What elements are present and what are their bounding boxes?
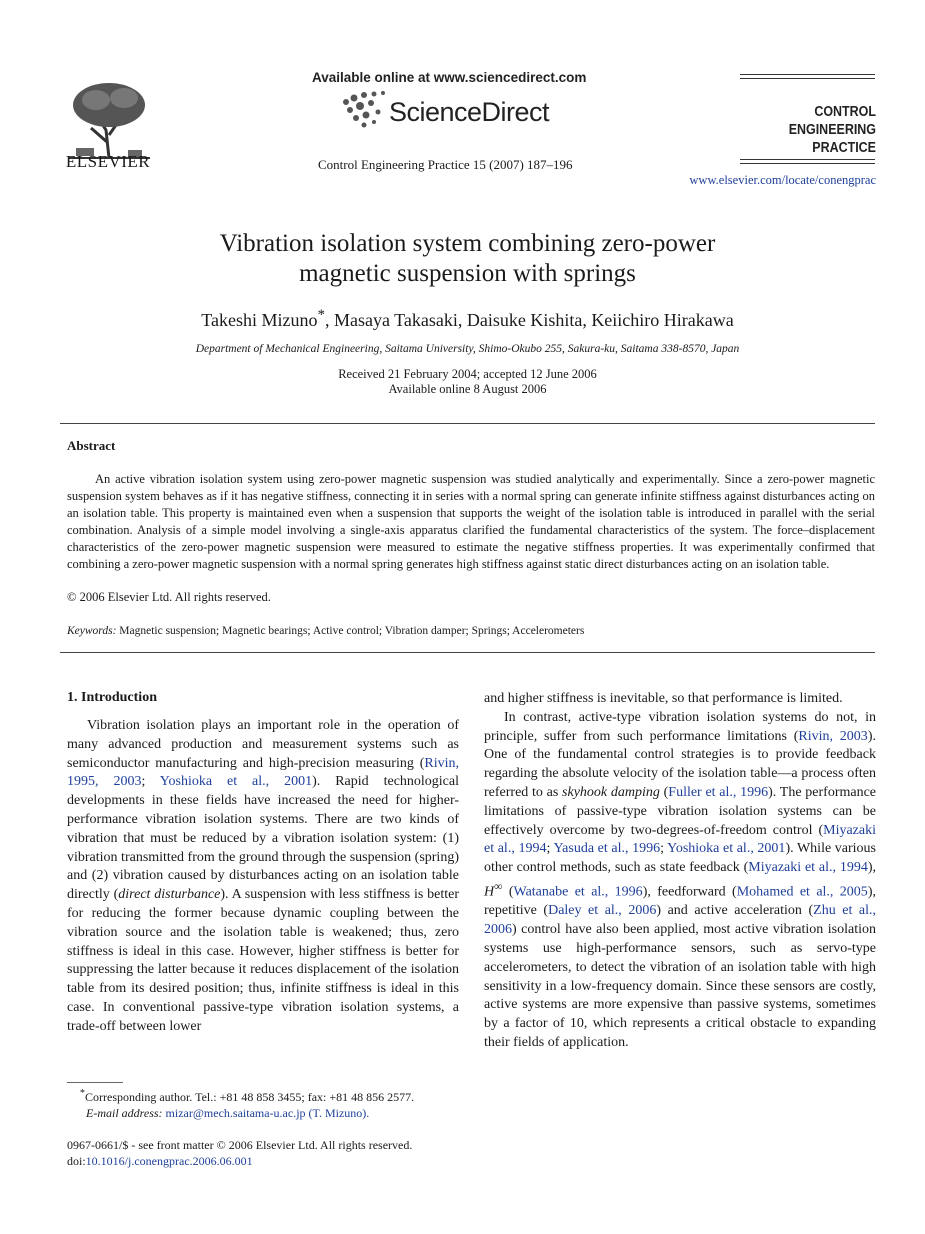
section-divider: [60, 423, 875, 424]
keywords-label: Keywords:: [67, 625, 117, 637]
emphasis: direct disturbance: [118, 887, 221, 903]
citation-link[interactable]: Watanabe et al., 1996: [513, 884, 643, 900]
intro-paragraph: and higher stiffness is inevitable, so that performance is limited.: [484, 691, 843, 706]
available-date: Available online 8 August 2006: [388, 382, 547, 396]
text-run: ), repetitive (: [484, 884, 876, 919]
citation-link[interactable]: Daley et al., 2006: [548, 903, 657, 919]
journal-title-rule: [740, 163, 875, 164]
footnote-mark: *: [80, 1088, 85, 1099]
math-superscript: ∞: [494, 879, 503, 893]
text-run: (: [659, 784, 669, 800]
journal-title-rule: [740, 159, 875, 160]
abstract-heading: Abstract: [67, 438, 116, 453]
keywords-list: Magnetic suspension; Magnetic bearings; Active control; Vibration damper; Springs; Accelerometers: [116, 625, 585, 637]
author-first: Takeshi Mizuno: [201, 310, 318, 330]
text-run: ) and active acceleration (: [656, 903, 814, 919]
article-title: [60, 229, 875, 289]
citation-link[interactable]: Rivin, 1995, 2003: [67, 755, 459, 790]
text-run: ). The performance limitations of passive-type vibration isolation systems can be effectively overcome by two-degrees-of-freedom control (: [484, 784, 877, 838]
email-label: E-mail address:: [86, 1106, 163, 1120]
text-run: ;: [546, 841, 554, 857]
issn-line: 0967-0661/$ - see front matter © 2006 Elsevier Ltd. All rights reserved.: [67, 1138, 413, 1152]
text-run: ), feedforward (: [642, 884, 737, 900]
citation-link[interactable]: Miyazaki et al., 1994: [748, 860, 868, 876]
corresponding-author-mark: *: [317, 307, 325, 323]
author-rest: , Masaya Takasaki, Daisuke Kishita, Keiichiro Hirakawa: [324, 310, 734, 330]
intro-paragraph: [67, 717, 459, 1037]
citation-link[interactable]: Zhu et al., 2006: [484, 903, 876, 938]
abstract-copyright: © 2006 Elsevier Ltd. All rights reserved.: [67, 590, 271, 604]
text-run: In contrast, active-type vibration isolation systems do not, in principle, suffer from such performance limitations (: [484, 709, 876, 744]
text-run: ;: [660, 841, 668, 857]
sciencedirect-wordmark: ScienceDirect: [389, 97, 550, 127]
citation-link[interactable]: Yoshioka et al., 2001: [667, 841, 786, 857]
author-list: [60, 307, 875, 331]
text-run: ;: [141, 774, 160, 790]
doi-label: doi:: [67, 1154, 86, 1168]
corresponding-author-note: [80, 1086, 414, 1105]
article-title-line: magnetic suspension with springs: [299, 260, 636, 287]
doi-link[interactable]: 10.1016/j.conengprac.2006.06.001: [85, 1154, 253, 1168]
email-link[interactable]: mizar@mech.saitama-u.ac.jp (T. Mizuno).: [162, 1106, 370, 1120]
intro-paragraph: [484, 709, 876, 1053]
emphasis: skyhook damping: [562, 784, 660, 800]
citation-link[interactable]: Fuller et al., 1996: [668, 784, 769, 800]
abstract-body: An active vibration isolation system using zero-power magnetic suspension was studied analytically and experimentally. Since a zero-power magnetic suspension system behaves as if it has negative stiffness, connecting it in series with a normal spring can generate infinite stiffness against disturbances acting on an isolation table. This property is maintained even when a suspension that supports the weight of the isolation table is introduced in parallel with the serial combination. Analysis of a simple model involving a single-axis apparatus clarified the fundamental characteristics of the system. The force–displacement characteristics of the zero-power magnetic suspension were measured to estimate the negative stiffness properties. It was experimentally confirmed that combining a zero-power magnetic suspension with a normal spring generates high stiffness against static direct disturbances acting on an isolation table.: [67, 472, 875, 571]
footnote-text: Corresponding author. Tel.: +81 48 858 3455; fax: +81 48 856 2577.: [85, 1090, 415, 1104]
text-run: Vibration isolation plays an important role in the operation of many advanced production and measurement systems such as semiconductor manufacturing and high-precision measuring (: [67, 718, 459, 771]
doi-line: [67, 1153, 412, 1169]
journal-title-rule: [740, 78, 875, 79]
footnote: [80, 1086, 414, 1121]
keywords: [67, 625, 584, 637]
text-run: ). Rapid technological developments in these fields have increased the need for higher-performance vibration isolation systems. There are two kinds of vibration that must be reduced by a vibration isolation system: (1) vibration transmitted from the ground through the suspension (spring) and (2) vibration caused by disturbances acting on an isolation table directly (: [67, 774, 460, 903]
right-column: [484, 690, 876, 1053]
text-run: ),: [867, 860, 876, 876]
journal-reference: Control Engineering Practice 15 (2007) 187–196: [318, 157, 573, 172]
text-run: (: [502, 884, 514, 900]
front-matter: [67, 1137, 412, 1169]
journal-url-link[interactable]: www.elsevier.com/locate/conengprac: [689, 173, 876, 187]
citation-link[interactable]: Miyazaki et al., 1994: [484, 822, 876, 857]
article-dates: [60, 367, 875, 397]
text-run: ) control have also been applied, most active vibration isolation systems use high-performance sensors, such as servo-type accelerometers, to detect the vibration of an isolation table with high sensitivity in a low-frequency domain. Since these sensors are costly, active systems are more expensive than passive systems, sometimes by a factor of 10, which represents a critical obstacle to expanding their fields of application.: [484, 922, 876, 1050]
affiliation: Department of Mechanical Engineering, Saitama University, Shimo-Okubo 255, Sakura-ku, Saitama 338-8570, Japan: [195, 343, 740, 355]
math-symbol: H: [484, 884, 495, 900]
journal-title-rule: [740, 74, 875, 75]
section-heading-introduction: 1. Introduction: [67, 690, 157, 705]
citation-link[interactable]: Yoshioka et al., 2001: [159, 774, 313, 790]
text-run: ). One of the fundamental control strategies is to provide feedback regarding the absolute velocity of the isolation table—a process often referred to as: [484, 728, 876, 800]
journal-title: [750, 103, 876, 157]
citation-link[interactable]: Rivin, 2003: [798, 728, 868, 744]
journal-title-line: PRACTICE: [812, 140, 876, 156]
journal-title-line: CONTROL ENGINEERING: [788, 104, 876, 138]
email-note: [80, 1105, 414, 1121]
article-title-line: Vibration isolation system combining zero-power: [219, 230, 716, 257]
footnote-rule: [67, 1082, 123, 1083]
text-run: ). While various other control methods, such as state feedback (: [484, 841, 877, 876]
citation-link[interactable]: Mohamed et al., 2005: [736, 884, 868, 900]
available-online-text: Available online at www.sciencedirect.com: [312, 70, 587, 85]
citation-link[interactable]: Yasuda et al., 1996: [553, 841, 661, 857]
section-divider: [60, 652, 875, 653]
received-date: Received 21 February 2004; accepted 12 June 2006: [338, 367, 597, 381]
left-column: [67, 717, 459, 1037]
text-run: ). A suspension with less stiffness is better for reducing the former because dynamic coupling between the vibration source and the isolation table is weakened; thus, zero stiffness is ideal in this case. However, higher stiffness is better for suppressing the latter because it reduces displacement of the isolation table from its desired position; thus, infinite stiffness is ideal in this case. In conventional passive-type vibration isolation systems, a trade-off between lower: [67, 887, 459, 1034]
publisher-name: ELSEVIER: [65, 152, 151, 171]
